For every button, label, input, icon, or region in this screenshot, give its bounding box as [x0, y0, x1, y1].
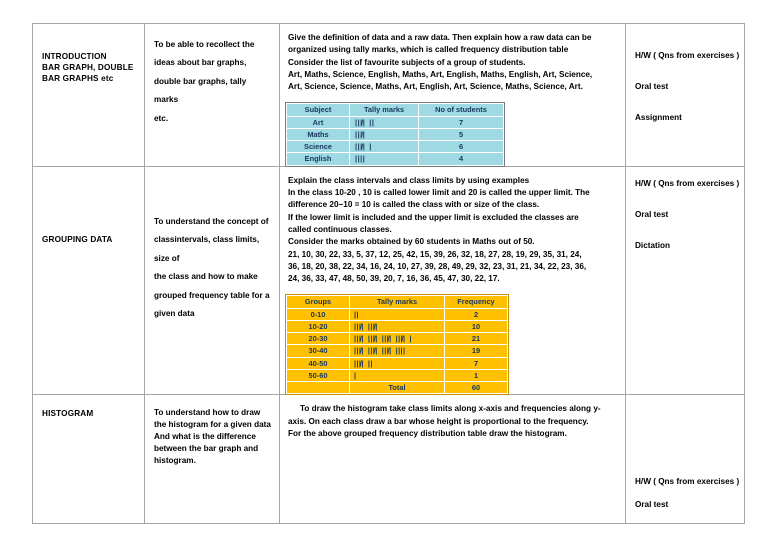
assessment-item: Oral test — [635, 209, 669, 219]
group-frequency: 2 — [445, 308, 508, 320]
objective-line: grouped frequency table for a — [154, 290, 270, 300]
total-label: Total — [350, 382, 445, 394]
content-line: In the class 10-20 , 10 is called lower limit and 20 is called the upper limit. The — [288, 188, 590, 198]
objective-line: To understand the concept of — [154, 216, 269, 226]
content-cell-grouping-data — [280, 166, 626, 395]
assessment-item: H/W ( Qns from exercises ) — [635, 178, 740, 188]
content-line: Art, Science, Science, Maths, Art, English, Art, Science, Maths, Science, Art. — [288, 82, 583, 92]
group-tally-marks — [350, 308, 445, 320]
assessment-item: Assignment — [635, 113, 682, 122]
grouping-table-row — [287, 345, 508, 357]
subject-student-count: 5 — [419, 128, 504, 140]
objective-line: the histogram for a given data — [154, 420, 271, 430]
group-frequency: 21 — [445, 333, 508, 345]
group-tally-marks — [350, 320, 445, 332]
subject-table-row — [287, 141, 504, 153]
assessment-item: H/W ( Qns from exercises ) — [635, 51, 740, 60]
objective-line: classintervals, class limits, size of — [154, 235, 260, 263]
grouping-total-row — [287, 382, 508, 394]
assessment-item: Dictation — [635, 240, 671, 250]
objective-cell-introduction — [145, 24, 280, 167]
topic-label-line: BAR GRAPH, DOUBLE — [42, 62, 134, 72]
grouping-table-header-row — [287, 296, 508, 308]
subject-table-row — [287, 153, 504, 165]
group-tally-marks — [350, 357, 445, 369]
topic-label-line: BAR GRAPHS etc — [42, 73, 114, 83]
group-interval: 40-50 — [287, 357, 350, 369]
grouping-table-row — [287, 369, 508, 381]
objective-line: marks — [154, 95, 179, 105]
content-line: 24, 36, 33, 47, 48, 50, 39, 20, 7, 16, 36, 45, 47, 30, 22, 17. — [288, 274, 500, 284]
topic-label-line: HISTOGRAM — [42, 409, 94, 419]
assessment-item: Oral test — [635, 82, 669, 91]
objective-line: And what is the difference — [154, 432, 256, 442]
content-line: Explain the class intervals and class limits by using examples — [288, 175, 530, 185]
topic-cell-introduction — [33, 24, 145, 167]
group-tally-marks — [350, 369, 445, 381]
assessment-list — [626, 395, 744, 509]
tally-group-of-five: |||̸| — [354, 358, 364, 368]
subject-frequency-table — [286, 103, 504, 165]
tally-remainder: | — [354, 370, 357, 380]
subject-table-row — [287, 128, 504, 140]
content-line: 36, 18, 20, 38, 22, 34, 16, 24, 10, 27, 39, 28, 49, 29, 32, 23, 31, 21, 34, 22, 23, 36, — [288, 261, 587, 271]
grouped-frequency-table — [286, 295, 508, 394]
tally-remainder: | — [409, 334, 412, 344]
tally-group-of-five: |||̸| — [395, 334, 406, 344]
group-frequency: 19 — [445, 345, 508, 357]
tally-remainder: | — [369, 142, 372, 152]
assessment-cell-histogram — [626, 395, 745, 524]
column-header-tally: Tally marks — [350, 296, 445, 308]
topic-label-line: GROUPING DATA — [42, 234, 113, 244]
content-cell-histogram — [280, 395, 626, 524]
tally-group-of-five: |||̸| — [367, 334, 378, 344]
group-interval: 50-60 — [287, 369, 350, 381]
table-row — [33, 24, 745, 167]
subject-name: Science — [287, 141, 350, 153]
subject-name: English — [287, 153, 350, 165]
tally-group-of-five: |||̸| — [355, 129, 366, 139]
group-interval: 0-10 — [287, 308, 350, 320]
objective-cell-grouping-data — [145, 166, 280, 395]
grouping-table-row — [287, 320, 508, 332]
content-line: For the above grouped frequency distribution table draw the histogram. — [288, 429, 567, 438]
tally-group-of-five: |||̸| — [367, 346, 378, 356]
objective-line: histogram. — [154, 455, 196, 465]
column-header-frequency: Frequency — [445, 296, 508, 308]
content-cell-introduction — [280, 24, 626, 167]
assessment-list — [626, 24, 744, 122]
subject-tally-marks — [350, 128, 419, 140]
subject-table-row — [287, 116, 504, 128]
table-row — [33, 395, 745, 524]
content-line: Give the definition of data and a raw data. Then explain how a raw data can be — [288, 33, 592, 42]
subject-name: Art — [287, 116, 350, 128]
tally-group-of-five: |||̸| — [381, 346, 392, 356]
objective-cell-histogram — [145, 395, 280, 524]
grouping-table-row — [287, 308, 508, 320]
content-line: called continuous classes. — [288, 224, 392, 234]
topic-cell-grouping-data — [33, 166, 145, 395]
objective-line: between the bar graph and — [154, 444, 259, 454]
tally-remainder: || — [354, 309, 359, 319]
lesson-plan-table — [32, 23, 745, 524]
column-header-groups: Groups — [287, 296, 350, 308]
content-paragraph — [280, 24, 625, 93]
column-header-tally: Tally marks — [350, 104, 419, 116]
tally-group-of-five: |||̸| — [355, 117, 366, 127]
objective-line: etc. — [154, 113, 169, 123]
subject-student-count: 7 — [419, 116, 504, 128]
subject-tally-marks — [350, 153, 419, 165]
tally-group-of-five: |||̸| — [355, 142, 366, 152]
group-frequency: 7 — [445, 357, 508, 369]
grouping-table-row — [287, 333, 508, 345]
content-line: organized using tally marks, which is called frequency distribution table — [288, 45, 569, 55]
tally-group-of-five: |||̸| — [354, 321, 364, 331]
group-tally-marks — [350, 333, 445, 345]
grouping-table-row — [287, 357, 508, 369]
total-blank-cell — [287, 382, 350, 394]
subject-name: Maths — [287, 128, 350, 140]
tally-group-of-five: |||̸| — [354, 346, 364, 356]
group-interval: 30-40 — [287, 345, 350, 357]
table-row — [33, 166, 745, 395]
column-header-count: No of students — [419, 104, 504, 116]
objective-line: the class and how to make — [154, 272, 258, 282]
total-value: 60 — [445, 382, 508, 394]
assessment-item: Oral test — [635, 500, 669, 510]
subject-tally-marks — [350, 141, 419, 153]
objective-line: To be able to recollect the — [154, 40, 255, 49]
assessment-item: H/W ( Qns from exercises ) — [635, 477, 740, 487]
objective-line: To understand how to draw — [154, 408, 261, 418]
column-header-subject: Subject — [287, 104, 350, 116]
tally-group-of-five: |||̸| — [381, 334, 392, 344]
group-interval: 20-30 — [287, 333, 350, 345]
group-frequency: 1 — [445, 369, 508, 381]
grouping-table-body — [287, 308, 508, 382]
subject-table-header-row — [287, 104, 504, 116]
topic-cell-histogram — [33, 395, 145, 524]
tally-remainder: |||| — [355, 154, 366, 164]
subject-student-count: 6 — [419, 141, 504, 153]
tally-remainder: |||| — [395, 346, 406, 356]
topic-label-line: INTRODUCTION — [42, 52, 107, 61]
tally-remainder: || — [367, 358, 373, 368]
content-line: difference 20−10 = 10 is called the class with or size of the class. — [288, 200, 540, 210]
subject-student-count: 4 — [419, 153, 504, 165]
assessment-cell-introduction — [626, 24, 745, 167]
content-line: If the lower limit is included and the upper limit is excluded the classes are — [288, 212, 579, 222]
subject-tally-marks — [350, 116, 419, 128]
subject-table-body — [287, 116, 504, 165]
assessment-list — [626, 167, 744, 250]
content-line: axis. On each class draw a bar whose height is proportional to the frequency. — [288, 416, 589, 426]
content-line: Consider the marks obtained by 60 students in Maths out of 50. — [288, 237, 535, 247]
group-tally-marks — [350, 345, 445, 357]
content-line: Art, Maths, Science, English, Maths, Art, English, Maths, English, Art, Science, — [288, 69, 593, 79]
group-interval: 10-20 — [287, 320, 350, 332]
content-line: To draw the histogram take class limits along x-axis and frequencies along y- — [300, 404, 601, 414]
assessment-cell-grouping-data — [626, 166, 745, 395]
group-frequency: 10 — [445, 320, 508, 332]
objective-line: given data — [154, 309, 195, 318]
content-paragraph — [280, 395, 625, 440]
objective-line: ideas about bar graphs, — [154, 58, 247, 68]
content-line: Consider the list of favourite subjects of a group of students. — [288, 57, 526, 67]
tally-group-of-five: |||̸| — [367, 321, 378, 331]
tally-remainder: || — [369, 117, 375, 127]
tally-group-of-five: |||̸| — [354, 334, 364, 344]
content-paragraph — [280, 167, 625, 286]
objective-line: double bar graphs, tally — [154, 76, 247, 86]
content-line: 21, 10, 30, 22, 33, 5, 37, 12, 25, 42, 15, 39, 26, 32, 18, 27, 28, 19, 29, 35, 31, 24, — [288, 249, 582, 259]
